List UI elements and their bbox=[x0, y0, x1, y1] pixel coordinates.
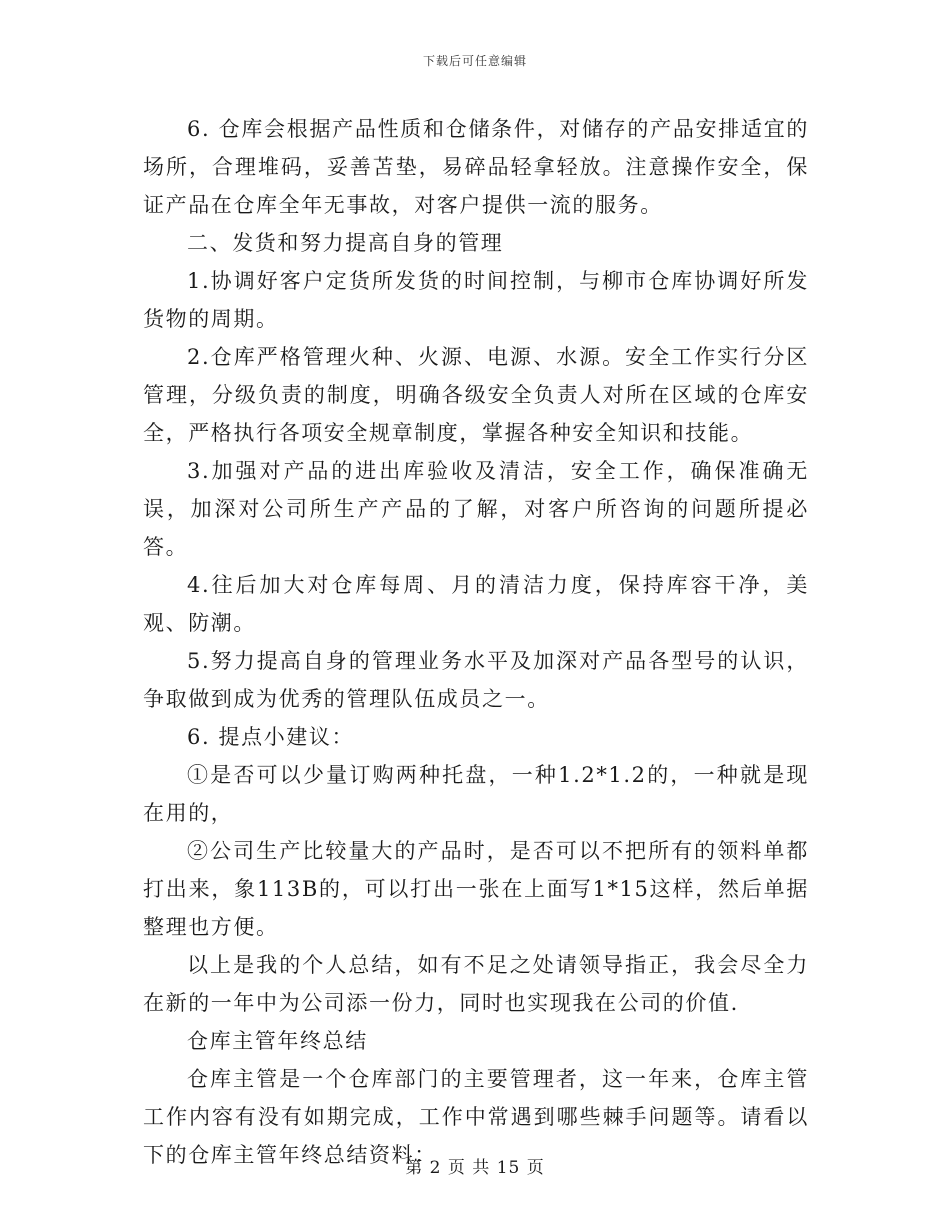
paragraph-storage-arrangement: 6. 仓库会根据产品性质和仓储条件，对储存的产品安排适宜的场所，合理堆码，妥善苫垫，易碎品轻拿轻放。注意操作安全，保证产品在仓库全年无事故，对客户提供一流的服务。 bbox=[143, 117, 809, 217]
page-header-note: 下载后可任意编辑 bbox=[422, 54, 527, 68]
paragraph-intro: 仓库主管是一个仓库部门的主要管理者，这一年来，仓库主管工作内容有没有如期完成，工作中常遇到哪些棘手问题等。请看以下的仓库主管年终总结资料： bbox=[143, 1067, 809, 1167]
paragraph-item-6-suggestions: 6. 提点小建议： bbox=[187, 725, 355, 749]
section-heading-shipping: 二、发货和努力提高自身的管理 bbox=[187, 231, 504, 255]
paragraph-item-1: 1.协调好客户定货所发货的时间控制，与柳市仓库协调好所发货物的周期。 bbox=[143, 269, 809, 331]
page-number: 第 2 页 共 15 页 bbox=[405, 1158, 545, 1178]
paragraph-closing: 以上是我的个人总结，如有不足之处请领导指正，我会尽全力在新的一年中为公司添一份力，同时也实现我在公司的价值. bbox=[143, 953, 809, 1015]
document-body bbox=[143, 110, 809, 1174]
suggestion-1: ①是否可以少量订购两种托盘，一种1.2*1.2的，一种就是现在用的， bbox=[143, 763, 809, 825]
suggestion-2: ②公司生产比较量大的产品时，是否可以不把所有的领料单都打出来，象113B的，可以打出一张在上面写1*15这样，然后单据整理也方便。 bbox=[143, 839, 809, 939]
paragraph-item-4: 4.往后加大对仓库每周、月的清洁力度，保持库容干净，美观、防潮。 bbox=[143, 573, 809, 635]
paragraph-item-2: 2.仓库严格管理火种、火源、电源、水源。安全工作实行分区管理，分级负责的制度，明确各级安全负责人对所在区域的仓库安全，严格执行各项安全规章制度，掌握各种安全知识和技能。 bbox=[143, 345, 809, 445]
paragraph-item-3: 3.加强对产品的进出库验收及清洁，安全工作，确保准确无误，加深对公司所生产产品的了解，对客户所咨询的问题所提必答。 bbox=[143, 459, 809, 559]
paragraph-item-5: 5.努力提高自身的管理业务水平及加深对产品各型号的认识，争取做到成为优秀的管理队伍成员之一。 bbox=[143, 649, 809, 711]
section-title-year-end-summary: 仓库主管年终总结 bbox=[187, 1029, 368, 1053]
